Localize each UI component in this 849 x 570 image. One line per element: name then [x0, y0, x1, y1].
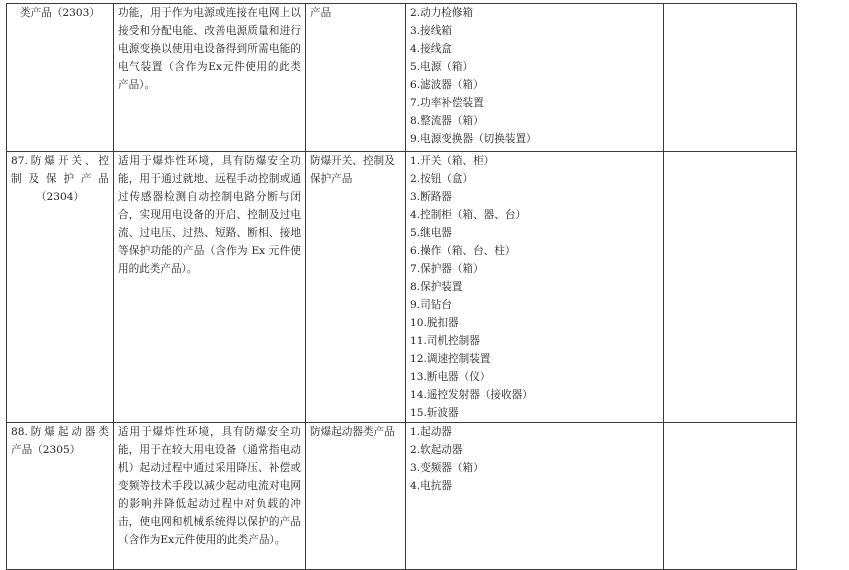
- category-cell: [306, 423, 406, 570]
- product-category: 防爆开关、控制及保护产品: [310, 155, 395, 185]
- list-item: 5.继电器: [410, 227, 452, 239]
- list-item: 3.断路器: [410, 191, 452, 203]
- product-name-cell: [7, 152, 114, 423]
- notes-cell: [664, 152, 797, 423]
- list-item: 12.调速控制装置: [410, 353, 491, 365]
- table-row: [7, 4, 797, 152]
- list-item: 10.脱扣器: [410, 317, 459, 329]
- list-item: 3.变频器（箱）: [410, 462, 484, 474]
- product-description: 适用于爆炸性环境，具有防爆安全功能，用于通过就地、远程手动控制或通过传感器检测自动控制电路分断与闭合，实现用电设备的开启、控制及过电流、过电压、过热、短路、断相、接地等保护功能的产品（含作为 Ex 元件使用的此类产品）。: [118, 155, 301, 275]
- table-row: [7, 152, 797, 423]
- list-item: 2.动力检修箱: [410, 7, 474, 19]
- list-item: 8.保护装置: [410, 281, 463, 293]
- product-name-line: （2304）: [35, 191, 85, 203]
- list-item: 6.操作（箱、台、柱）: [410, 245, 516, 257]
- product-description: 适用于爆炸性环境，具有防爆安全功能，用于在较大用电设备（通常指电动机）起动过程中通过采用降压、补偿或变频等技术手段以减少起动电流对电网的影响并降低起动过程中对负载的冲击，使电网和机械系统得以保护的产品（含作为Ex元件使用的此类产品）。: [118, 426, 301, 546]
- list-item: 1.开关（箱、柜）: [410, 155, 495, 167]
- list-item: 9.司钻台: [410, 299, 452, 311]
- product-catalog-table: [6, 3, 797, 570]
- product-name-line: 88.防爆起动器类: [11, 426, 109, 438]
- items-cell: [406, 152, 664, 423]
- list-item: 11.司机控制器: [410, 335, 480, 347]
- product-category: 产品: [310, 7, 332, 19]
- notes-cell: [664, 423, 797, 570]
- description-cell: [114, 152, 306, 423]
- list-item: 2.按钮（盒）: [410, 173, 474, 185]
- product-name-line: 制及保护产品: [11, 173, 109, 185]
- list-item: 3.接线箱: [410, 25, 452, 37]
- description-cell: [114, 4, 306, 152]
- list-item: 15.斩波器: [410, 407, 459, 419]
- list-item: 8.整流器（箱）: [410, 115, 484, 127]
- list-item: 14.遥控发射器（接收器）: [410, 389, 533, 401]
- list-item: 4.接线盒: [410, 43, 452, 55]
- product-category: 防爆起动器类产品: [310, 426, 395, 438]
- product-description: 功能，用于作为电源或连接在电网上以接受和分配电能、改善电源质量和进行电源变换以使用电设备得到所需电能的电气装置（含作为Ex元件使用的此类产品）。: [118, 7, 301, 91]
- list-item: 6.滤波器（箱）: [410, 79, 484, 91]
- product-name-line: 87.防爆开关、控: [11, 155, 109, 167]
- category-cell: [306, 4, 406, 152]
- list-item: 4.电抗器: [410, 480, 452, 492]
- list-item: 7.功率补偿装置: [410, 97, 484, 109]
- product-name-cell: [7, 423, 114, 570]
- product-name-cell: [7, 4, 114, 152]
- product-name-line: 类产品（2303）: [20, 7, 100, 19]
- description-cell: [114, 423, 306, 570]
- product-name-line: 产品（2305）: [11, 444, 81, 456]
- list-item: 9.电源变换器（切换装置）: [410, 133, 537, 145]
- list-item: 1.起动器: [410, 426, 452, 438]
- items-cell: [406, 4, 664, 152]
- list-item: 5.电源（箱）: [410, 61, 474, 73]
- table-row: [7, 423, 797, 570]
- category-cell: [306, 152, 406, 423]
- items-cell: [406, 423, 664, 570]
- list-item: 7.保护器（箱）: [410, 263, 484, 275]
- list-item: 13.断电器（仪）: [410, 371, 491, 383]
- list-item: 2.软起动器: [410, 444, 463, 456]
- list-item: 4.控制柜（箱、器、台）: [410, 209, 527, 221]
- notes-cell: [664, 4, 797, 152]
